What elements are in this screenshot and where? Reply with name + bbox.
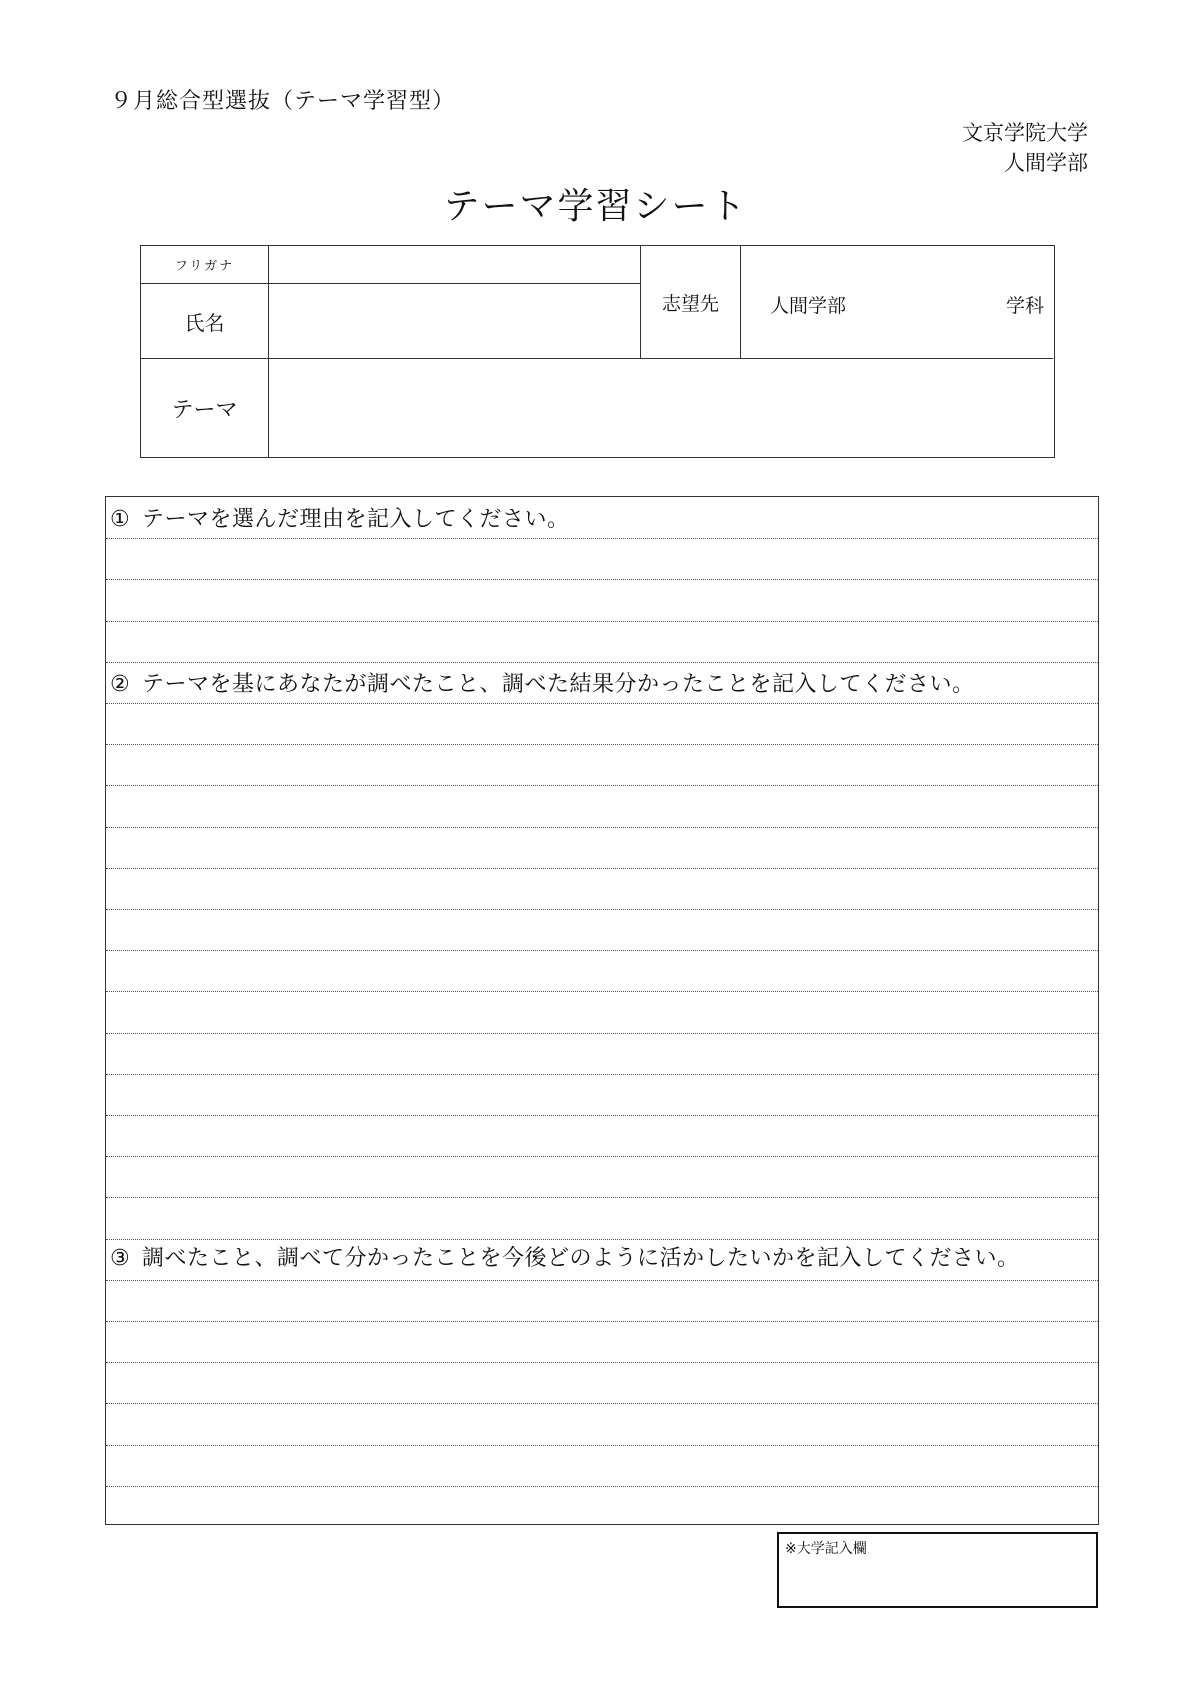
theme-label: テーマ xyxy=(171,397,238,423)
theme-field[interactable] xyxy=(270,360,1052,456)
divider xyxy=(740,246,741,358)
admission-type: ９月総合型選抜（テーマ学習型） xyxy=(110,89,456,114)
writing-line[interactable] xyxy=(106,662,1098,663)
question-number: ② xyxy=(110,672,131,697)
writing-line[interactable] xyxy=(106,1074,1098,1075)
writing-line[interactable] xyxy=(106,1033,1098,1034)
question-text: テーマを選んだ理由を記入してください。 xyxy=(142,507,570,532)
name-label: 氏名 xyxy=(184,310,225,335)
writing-line[interactable] xyxy=(106,703,1098,704)
question-number: ① xyxy=(110,507,131,532)
writing-line[interactable] xyxy=(106,1280,1098,1281)
writing-line[interactable] xyxy=(106,868,1098,869)
name-field[interactable] xyxy=(270,285,638,357)
writing-line[interactable] xyxy=(106,1197,1098,1198)
writing-line[interactable] xyxy=(106,1239,1098,1240)
question-text: テーマを基にあなたが調べたこと、調べた結果分かったことを記入してください。 xyxy=(142,672,975,697)
choice-field[interactable] xyxy=(742,247,1052,357)
question-2 xyxy=(110,667,975,698)
choice-department-suffix: 学科 xyxy=(1005,295,1044,317)
writing-line[interactable] xyxy=(106,1321,1098,1322)
choice-label: 志望先 xyxy=(661,292,719,315)
writing-line[interactable] xyxy=(106,621,1098,622)
furigana-field[interactable] xyxy=(270,247,638,282)
writing-line[interactable] xyxy=(106,991,1098,992)
divider xyxy=(268,246,269,457)
writing-line[interactable] xyxy=(106,744,1098,745)
writing-line[interactable] xyxy=(106,827,1098,828)
university-block xyxy=(962,118,1088,178)
question-number: ③ xyxy=(110,1246,131,1271)
divider xyxy=(141,358,1053,359)
question-text: 調べたこと、調べて分かったことを今後どのように活かしたいかを記入してください。 xyxy=(142,1246,1020,1271)
writing-line[interactable] xyxy=(106,579,1098,580)
writing-line[interactable] xyxy=(106,1115,1098,1116)
question-1 xyxy=(110,502,570,533)
writing-line[interactable] xyxy=(106,1445,1098,1446)
writing-line[interactable] xyxy=(106,1156,1098,1157)
choice-faculty: 人間学部 xyxy=(770,295,847,317)
info-table xyxy=(140,245,1055,458)
page-title: テーマ学習シート xyxy=(443,186,748,227)
writing-line[interactable] xyxy=(106,909,1098,910)
question-3 xyxy=(110,1241,1020,1272)
writing-line[interactable] xyxy=(106,950,1098,951)
writing-line[interactable] xyxy=(106,538,1098,539)
writing-line[interactable] xyxy=(106,1486,1098,1487)
writing-line[interactable] xyxy=(106,785,1098,786)
writing-area xyxy=(105,496,1099,1525)
furigana-label: フリガナ xyxy=(174,259,235,274)
writing-line[interactable] xyxy=(106,1362,1098,1363)
office-use-label: ※大学記入欄 xyxy=(785,1541,867,1557)
office-use-box xyxy=(777,1532,1098,1608)
writing-line[interactable] xyxy=(106,1403,1098,1404)
faculty-name: 人間学部 xyxy=(1004,151,1088,175)
university-name: 文京学院大学 xyxy=(962,121,1088,145)
